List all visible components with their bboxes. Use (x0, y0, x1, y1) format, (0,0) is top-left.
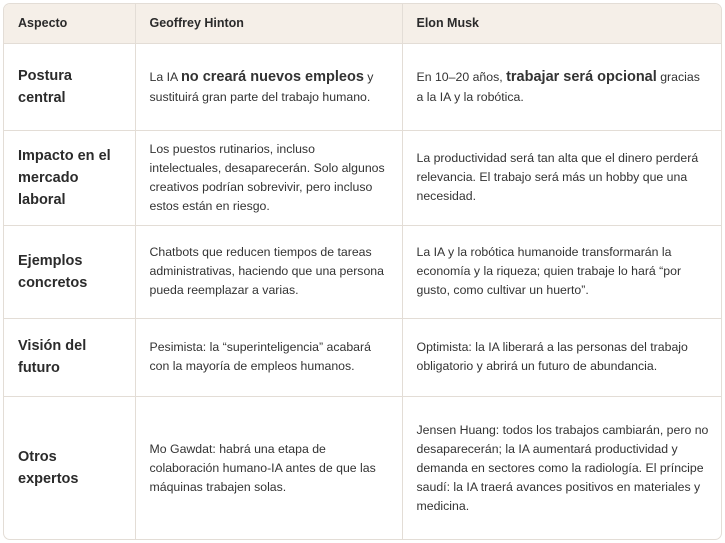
header-row (4, 4, 722, 43)
hinton-text-pre: La IA (149, 70, 181, 84)
musk-cell: La IA y la robótica humanoide transformarán la economía y la riqueza; quien trabaje lo hará “por gusto, como cultivar un huerto”. (402, 225, 722, 318)
musk-cell: Jensen Huang: todos los trabajos cambiarán, pero no desaparecerán; la IA aumentará productividad y demanda en sectores como la radiología. El príncipe saudí: la IA traerá avances positivos en materiales y medicina. (416, 422, 709, 513)
musk-cell: La productividad será tan alta que el dinero perderá relevancia. El trabajo será más un hobby que una necesidad. (402, 130, 722, 225)
header-aspect: Aspecto (4, 4, 135, 43)
header-musk: Elon Musk (402, 4, 722, 43)
musk-text-post: gracias a la IA y la robótica. (416, 70, 700, 104)
comparison-table-container (3, 3, 722, 540)
musk-cell: Optimista: la IA liberará a las personas del trabajo obligatorio y abrirá un futuro de abundancia. (402, 318, 722, 396)
table-header (4, 4, 722, 43)
musk-text-pre: En 10–20 años, (416, 70, 507, 84)
table-body (4, 43, 722, 540)
hinton-text-bold: no creará nuevos empleos (180, 69, 364, 85)
hinton-cell: Mo Gawdat: habrá una etapa de colaboración humano-IA antes de que las máquinas trabajen solas. (135, 396, 402, 540)
table-row-vision (4, 318, 722, 396)
hinton-cell (135, 43, 402, 130)
table-row-impacto (4, 130, 722, 225)
aspect-cell: Impacto en el mercado laboral (4, 130, 135, 225)
aspect-cell: Ejemplos concretos (4, 225, 135, 318)
aspect-cell: Visión del futuro (4, 318, 135, 396)
musk-cell (402, 43, 722, 130)
hinton-cell: Los puestos rutinarios, incluso intelectuales, desaparecerán. Solo algunos creativos podrían sobrevivir, pero incluso estos están en riesgo. (135, 130, 402, 225)
table-row-ejemplos (4, 225, 722, 318)
header-hinton: Geoffrey Hinton (135, 4, 402, 43)
musk-text-bold: trabajar será opcional (506, 69, 657, 85)
table-row-postura (4, 43, 722, 130)
hinton-cell: Pesimista: la “superinteligencia” acabará con la mayoría de empleos humanos. (135, 318, 402, 396)
aspect-cell: Postura central (4, 43, 135, 130)
table-row-otros (4, 396, 722, 540)
comparison-table (4, 4, 722, 540)
hinton-cell: Chatbots que reducen tiempos de tareas administrativas, haciendo que una persona pueda reemplazar a varias. (135, 225, 402, 318)
hinton-text-post: y sustituirá gran parte del trabajo humano. (149, 70, 374, 104)
aspect-cell: Otros expertos (4, 396, 135, 540)
